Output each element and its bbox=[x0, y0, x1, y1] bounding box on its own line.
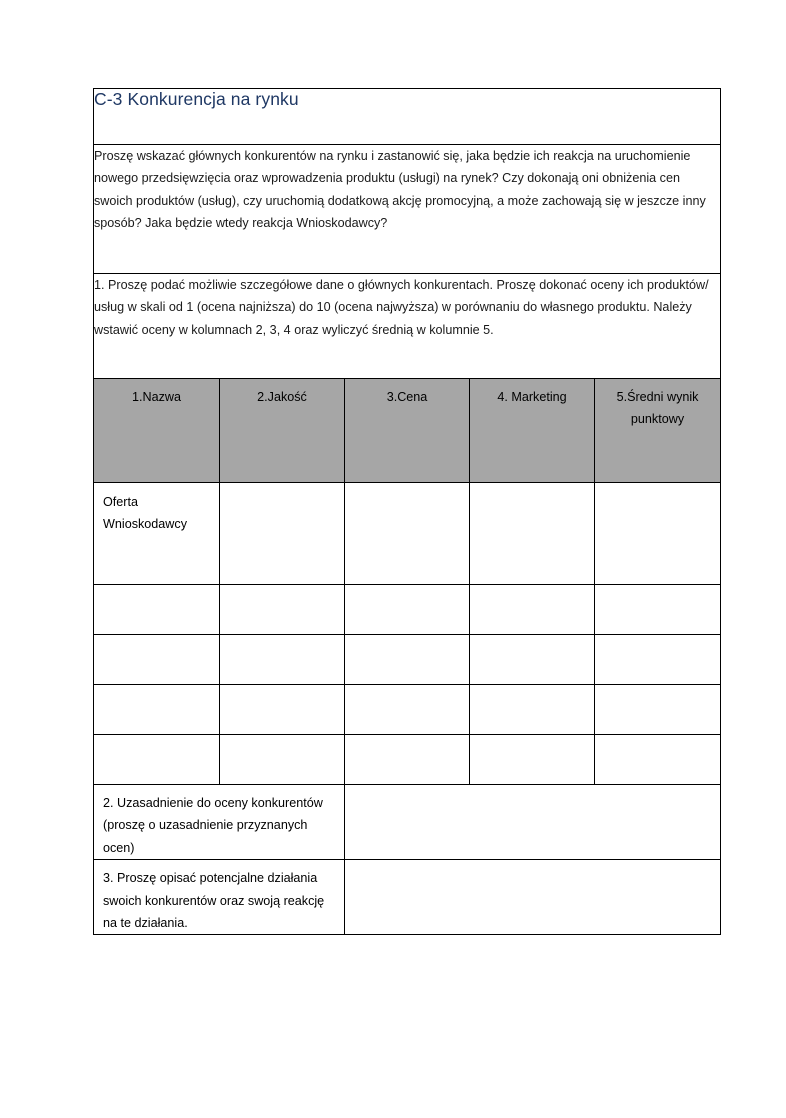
column-header-label: 3.Cena bbox=[386, 390, 428, 404]
cell-cena[interactable] bbox=[345, 735, 470, 785]
question-prompt: 2. Uzasadnienie do oceny konkurentów (proszę o uzasadnienie przyznanych ocen) bbox=[103, 796, 323, 855]
cell-nazwa[interactable] bbox=[94, 685, 220, 735]
cell-marketing[interactable] bbox=[470, 685, 595, 735]
cell-value bbox=[220, 483, 344, 491]
cell-cena[interactable] bbox=[345, 483, 470, 585]
column-header-label: 5.Średni wynik punktowy bbox=[616, 390, 699, 427]
column-header-nazwa bbox=[94, 379, 220, 483]
cell-value bbox=[345, 483, 469, 491]
table-row bbox=[94, 635, 721, 685]
question-row-2 bbox=[94, 785, 721, 860]
grid-header-row bbox=[94, 379, 721, 483]
table-row bbox=[94, 685, 721, 735]
cell-nazwa[interactable] bbox=[94, 635, 220, 685]
row-label: Oferta Wnioskodawcy bbox=[103, 495, 187, 532]
cell-nazwa[interactable] bbox=[94, 585, 220, 635]
column-header-cena bbox=[345, 379, 470, 483]
intro-cell bbox=[94, 145, 721, 274]
cell-jakosc[interactable] bbox=[220, 735, 345, 785]
title-cell bbox=[94, 89, 721, 145]
form-table bbox=[93, 88, 721, 935]
cell-cena[interactable] bbox=[345, 585, 470, 635]
question-2-answer-cell[interactable] bbox=[345, 785, 721, 860]
cell-srednia[interactable] bbox=[595, 483, 721, 585]
cell-srednia[interactable] bbox=[595, 735, 721, 785]
cell-jakosc[interactable] bbox=[220, 585, 345, 635]
question-answer bbox=[345, 785, 720, 792]
page-title: C-3 Konkurencja na rynku bbox=[94, 89, 299, 109]
cell-value bbox=[595, 483, 720, 491]
question-answer bbox=[345, 860, 720, 867]
table-row bbox=[94, 735, 721, 785]
cell-marketing[interactable] bbox=[470, 585, 595, 635]
column-header-label: 2.Jakość bbox=[257, 390, 307, 404]
cell-srednia[interactable] bbox=[595, 635, 721, 685]
instruction-paragraph: 1. Proszę podać możliwie szczegółowe dane o głównych konkurentach. Proszę dokonać oceny ich produktów/ usług w skali od 1 (ocena najniższa) do 10 (ocena najwyższa) w porównaniu do własnego produktu. Należy wstawić oceny w kolumnach 2, 3, 4 oraz wyliczyć średnią w kolumnie 5. bbox=[94, 278, 709, 337]
question-3-prompt-cell bbox=[94, 860, 345, 935]
cell-cena[interactable] bbox=[345, 635, 470, 685]
column-header-marketing bbox=[470, 379, 595, 483]
cell-nazwa[interactable] bbox=[94, 735, 220, 785]
question-prompt: 3. Proszę opisać potencjalne działania swoich konkurentów oraz swoją reakcję na te działania. bbox=[103, 871, 325, 931]
column-header-srednia bbox=[595, 379, 721, 483]
table-row bbox=[94, 585, 721, 635]
cell-jakosc[interactable] bbox=[220, 685, 345, 735]
cell-marketing[interactable] bbox=[470, 735, 595, 785]
cell-jakosc[interactable] bbox=[220, 483, 345, 585]
question-2-prompt-cell bbox=[94, 785, 345, 860]
column-header-jakosc bbox=[220, 379, 345, 483]
cell-srednia[interactable] bbox=[595, 685, 721, 735]
cell-marketing[interactable] bbox=[470, 483, 595, 585]
intro-row bbox=[94, 145, 721, 274]
table-row bbox=[94, 483, 721, 585]
instruction-row bbox=[94, 274, 721, 379]
question-row-3 bbox=[94, 860, 721, 935]
cell-jakosc[interactable] bbox=[220, 635, 345, 685]
column-header-label: 1.Nazwa bbox=[132, 390, 181, 404]
cell-srednia[interactable] bbox=[595, 585, 721, 635]
question-3-answer-cell[interactable] bbox=[345, 860, 721, 935]
intro-paragraph: Proszę wskazać głównych konkurentów na rynku i zastanowić się, jaka będzie ich reakcja na uruchomienie nowego przedsięwzięcia oraz wprowadzenia produktu (usługi) na rynek? Czy dokonają oni obniżenia cen swoich produktów (usług), czy uruchomią dodatkową akcję promocyjną, a może zachowają się w jeszcze inny sposób? Jaka będzie wtedy reakcja Wnioskodawcy? bbox=[94, 149, 706, 231]
column-header-label: 4. Marketing bbox=[497, 390, 567, 404]
title-row bbox=[94, 89, 721, 145]
cell-cena[interactable] bbox=[345, 685, 470, 735]
cell-value bbox=[470, 483, 594, 491]
instruction-cell bbox=[94, 274, 721, 379]
cell-marketing[interactable] bbox=[470, 635, 595, 685]
cell-nazwa[interactable] bbox=[94, 483, 220, 585]
